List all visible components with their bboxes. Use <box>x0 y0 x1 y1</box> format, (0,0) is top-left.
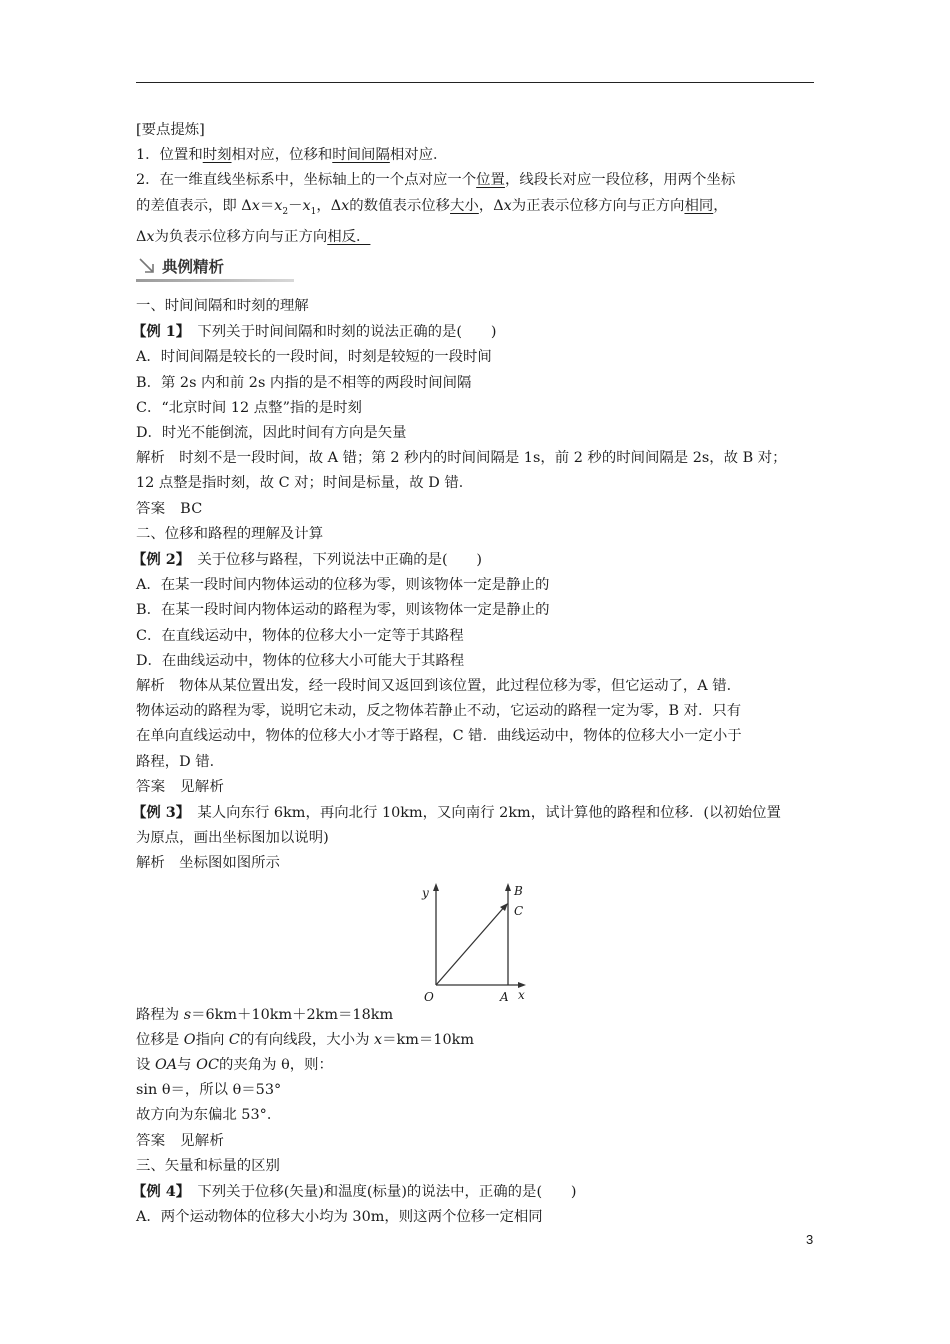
corner-arrow-icon <box>138 256 156 276</box>
coordinate-figure <box>420 881 530 1004</box>
c-label: C <box>514 903 524 918</box>
key-point-2-line-2: 的差值表示，即 $\Delta x=x_2-x_1$，Δx的数值表示位移大小，Δx为正表示位移方向与正方向相同， <box>136 197 728 217</box>
key-point-2-line-1: 2．在一维直线坐标系中，坐标轴上的一个点对应一个位置，线段长对应一段位移，用两个坐标 <box>136 172 736 189</box>
part1-heading: 一、时间间隔和时刻的理解 <box>136 297 309 314</box>
b-arrow <box>505 883 511 891</box>
example-1-question: 【例 1】 下列关于时间间隔和时刻的说法正确的是( ) <box>132 323 497 341</box>
example-1-option-d: D．时光不能倒流，因此时间有方向是矢量 <box>136 424 407 441</box>
part3-heading: 三、矢量和标量的区别 <box>136 1157 280 1174</box>
example-2-analysis-3: 在单向直线运动中，物体的位移大小才等于路程，C 错．曲线运动中，物体的位移大小一定小于 <box>136 728 742 745</box>
example-1-analysis-1: 解析 时刻不是一段时间，故 A 错；第 2 秒内的时间间隔是 1s，前 2 秒的时间间隔是 2s，故 B 对； <box>136 450 787 467</box>
key-point-1: 1．位置和时刻相对应，位移和时间间隔相对应． <box>136 147 448 164</box>
example-2-label: 【例 2】 <box>132 550 183 568</box>
y-label: y <box>422 885 429 900</box>
angle-line: 设 OA与 OC的夹角为 θ，则： <box>136 1056 333 1073</box>
example-3-analysis: 解析 坐标图如图所示 <box>136 855 280 872</box>
a-label: A <box>500 989 509 1004</box>
page-number: 3 <box>806 1232 814 1247</box>
example-3-answer: 答案 见解析 <box>136 1132 225 1149</box>
example-2-answer: 答案 见解析 <box>136 778 225 795</box>
key-point-2-line-3: Δx为负表示位移方向与正方向相反． <box>136 228 371 245</box>
direction-line: 故方向为东偏北 53°． <box>136 1107 282 1124</box>
example-2-option-a: A．在某一段时间内物体运动的位移为零，则该物体一定是静止的 <box>136 577 550 594</box>
example-1-option-a: A．时间间隔是较长的一段时间，时刻是较短的一段时间 <box>136 349 492 366</box>
example-1-option-c: C．“北京时间 12 点整”指的是时刻 <box>136 399 362 416</box>
example-2-option-c: C．在直线运动中，物体的位移大小一定等于其路程 <box>136 627 464 644</box>
example-4-label: 【例 4】 <box>132 1182 183 1200</box>
example-1-label: 【例 1】 <box>132 323 183 341</box>
section-underline <box>136 279 294 282</box>
header-rule <box>136 82 814 83</box>
displacement-line: 位移是 O指向 C的有向线段，大小为 x＝km＝10km <box>136 1031 474 1048</box>
example-1-analysis-2: 12 点整是指时刻，故 C 对；时间是标量，故 D 错． <box>136 475 474 492</box>
example-3-label: 【例 3】 <box>132 803 183 821</box>
example-1-option-b: B．第 2s 内和前 2s 内指的是不相等的两段时间间隔 <box>136 374 472 391</box>
o-label: O <box>424 989 434 1004</box>
example-2-analysis-1: 解析 物体从某位置出发，经一段时间又返回到该位置，此过程位移为零，但它运动了，A 错． <box>136 677 741 694</box>
part2-heading: 二、位移和路程的理解及计算 <box>136 525 324 542</box>
example-4-question: 【例 4】 下列关于位移(矢量)和温度(标量)的说法中，正确的是( ) <box>132 1182 577 1200</box>
example-2-option-b: B．在某一段时间内物体运动的路程为零，则该物体一定是静止的 <box>136 602 550 619</box>
example-3-question-2: 为原点，画出坐标图加以说明) <box>136 830 329 847</box>
example-2-option-d: D．在曲线运动中，物体的位移大小可能大于其路程 <box>136 652 465 669</box>
key-points-heading: [要点提炼] <box>136 122 205 138</box>
segment-oc <box>436 905 506 985</box>
sine-line: sin θ＝，所以 θ＝53° <box>136 1082 282 1099</box>
example-2-analysis-4: 路程，D 错． <box>136 753 225 770</box>
x-label: x <box>518 987 525 1002</box>
section-header <box>136 256 294 282</box>
example-3-question-1: 【例 3】 某人向东行 6km，再向北行 10km，又向南行 2km，试计算他的路程和位移．(以初始位置 <box>132 803 781 821</box>
path-length-line: 路程为 s＝6km＋10km＋2km＝18km <box>136 1006 394 1023</box>
example-4-option-a: A．两个运动物体的位移大小均为 30m，则这两个位移一定相同 <box>136 1209 543 1226</box>
b-label: B <box>514 883 523 898</box>
example-1-answer: 答案 BC <box>136 500 203 517</box>
example-2-question: 【例 2】 关于位移与路程，下列说法中正确的是( ) <box>132 550 483 568</box>
section-title: 典例精析 <box>162 257 225 276</box>
page-content <box>132 118 821 1230</box>
example-2-analysis-2: 物体运动的路程为零，说明它未动，反之物体若静止不动，它运动的路程一定为零，B 对．只有 <box>136 703 742 720</box>
y-axis-arrow <box>433 883 439 891</box>
